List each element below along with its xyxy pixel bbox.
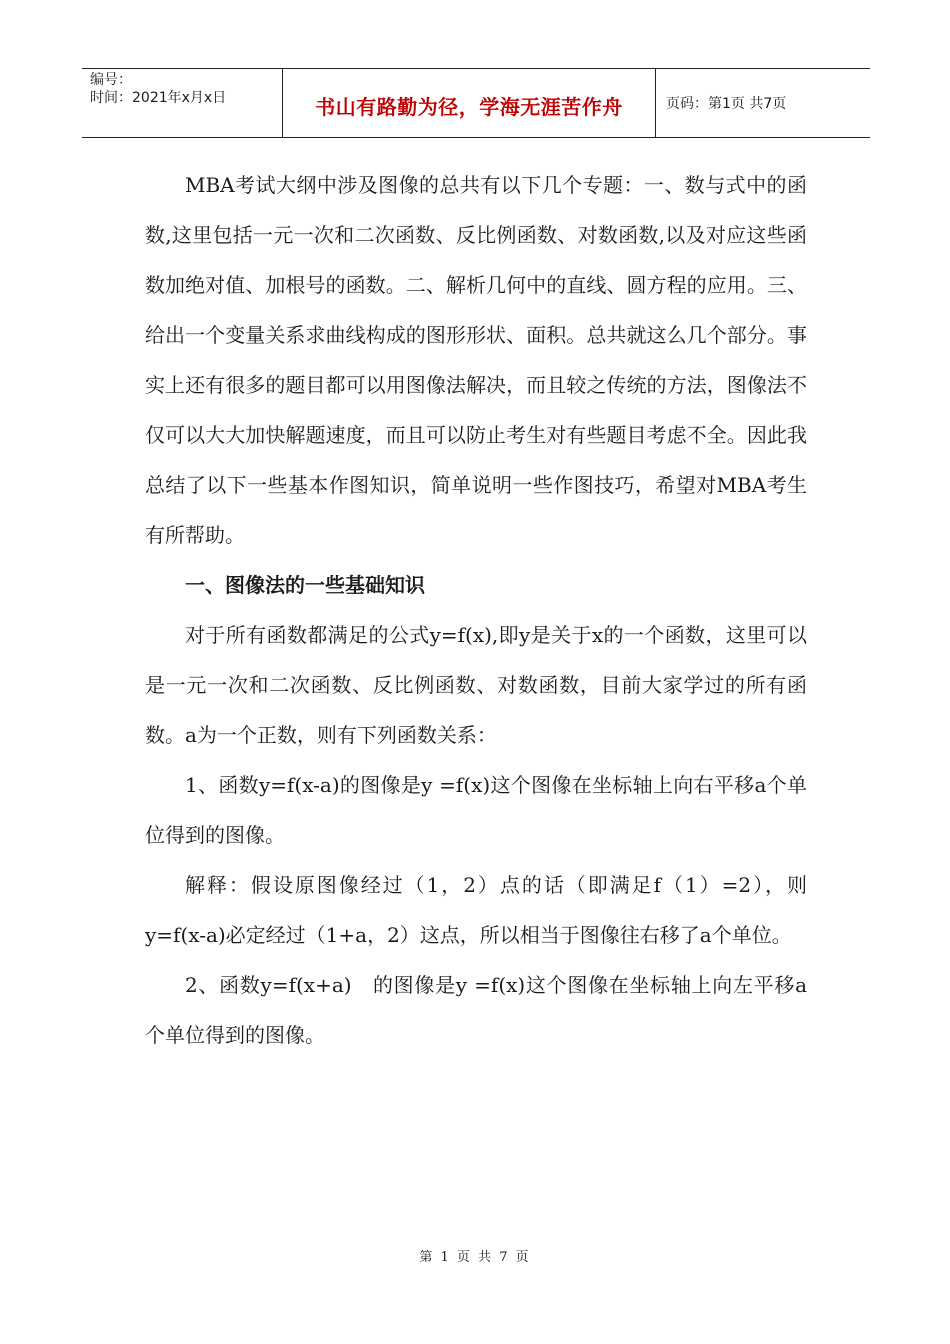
document-date-label: 时间：2021年x月x日: [90, 90, 227, 106]
document-header: [82, 68, 870, 138]
document-number-label: 编号：: [90, 72, 132, 88]
explanation-paragraph: 解释：假设原图像经过（1，2）点的话（即满足f（1）=2），则y=f(x-a)必定经过（1+a，2）这点，所以相当于图像往右移了a个单位。: [145, 873, 807, 947]
formula-paragraph: 对于所有函数都满足的公式y=f(x),即y是关于x的一个函数，这里可以是一元一次和二次函数、反比例函数、对数函数，目前大家学过的所有函数。a为一个正数，则有下列函数关系：: [145, 623, 807, 747]
rule-item-2: 2、函数y=f(x+a) 的图像是y =f(x)这个图像在坐标轴上向左平移a个单位得到的图像。: [145, 973, 807, 1047]
intro-paragraph: MBA考试大纲中涉及图像的总共有以下几个专题：一、数与式中的函数,这里包括一元一次和二次函数、反比例函数、对数函数,以及对应这些函数加绝对值、加根号的函数。二、解析几何中的直线、圆方程的应用。三、给出一个变量关系求曲线构成的图形形状、面积。总共就这么几个部分。事实上还有很多的题目都可以用图像法解决，而且较之传统的方法，图像法不仅可以大大加快解题速度，而且可以防止考生对有些题目考虑不全。因此我总结了以下一些基本作图知识，简单说明一些作图技巧，希望对MBA考生有所帮助。: [145, 173, 807, 547]
section-heading: 一、图像法的一些基础知识: [185, 573, 425, 597]
header-meta: [82, 69, 282, 137]
header-motto: 书山有路勤为径，学海无涯苦作舟: [282, 69, 656, 137]
rule-item-1: 1、函数y=f(x-a)的图像是y =f(x)这个图像在坐标轴上向右平移a个单位得到的图像。: [145, 773, 807, 847]
page-footer: 第 1 页 共 7 页: [419, 1250, 531, 1265]
header-page-info: 页码：第1页 共7页: [666, 96, 787, 112]
document-body: [145, 160, 807, 1060]
